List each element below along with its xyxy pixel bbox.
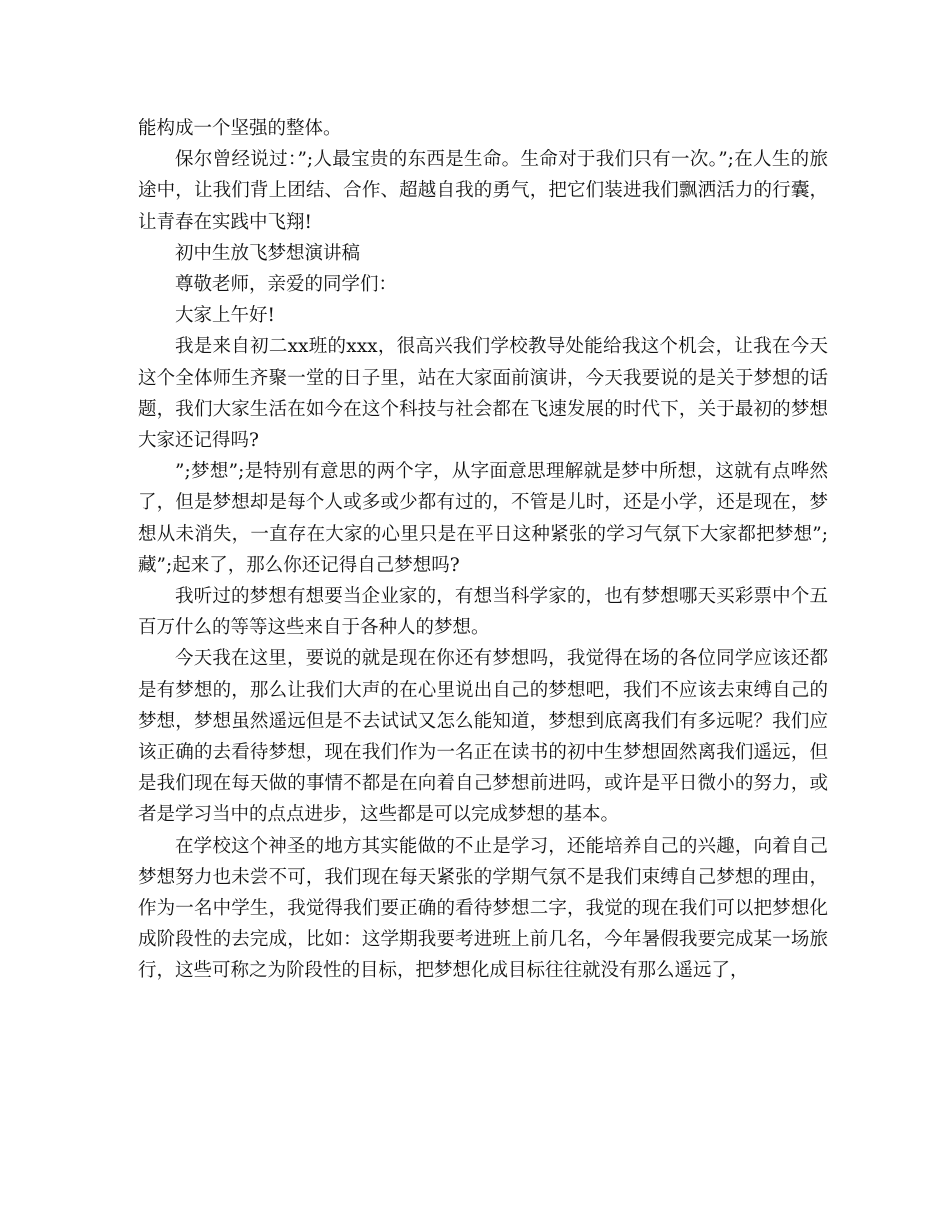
- paragraph-introduction: 我是来自初二xx班的xxx，很高兴我们学校教导处能给我这个机会，让我在今天这个全体师生齐聚一堂的日子里，站在大家面前演讲，今天我要说的是关于梦想的话题，我们大家生活在如今在这个科技与社会都在飞速发展的时代下，关于最初的梦想大家还记得吗?: [138, 336, 828, 452]
- paragraph-heard-dreams: 我听过的梦想有想要当企业家的，有想当科学家的，也有梦想哪天买彩票中个五百万什么的等等这些来自于各种人的梦想。: [138, 586, 828, 639]
- paragraph-continuation: 能构成一个坚强的整体。: [138, 118, 342, 139]
- speech-title: 初中生放飞梦想演讲稿: [175, 242, 361, 264]
- greeting: 大家上午好!: [175, 305, 275, 327]
- document-body: [138, 113, 828, 987]
- salutation: 尊敬老师，亲爱的同学们：: [175, 274, 398, 296]
- paragraph-meaning-of-dream: ”;梦想”;是特别有意思的两个字，从字面意思理解就是梦中所想，这就有点哗然了，但是梦想却是每个人或多或少都有过的，不管是儿时，还是小学，还是现在，梦想从未消失，一直存在大家的心里只是在平日这种紧张的学习气氛下大家都把梦想”;藏”;起来了，那么你还记得自己梦想吗?: [138, 461, 828, 576]
- paragraph-school: 在学校这个神圣的地方其实能做的不止是学习，还能培养自己的兴趣，向着自己梦想努力也未尝不可，我们现在每天紧张的学期气氛不是我们束缚自己梦想的理由，作为一名中学生，我觉得我们要正确的看待梦想二字，我觉的现在我们可以把梦想化成阶段性的去完成，比如：这学期我要考进班上前几名，今年暑假我要完成某一场旅行，这些可称之为阶段性的目标，把梦想化成目标往往就没有那么遥远了，: [138, 835, 828, 982]
- paragraph-today: 今天我在这里，要说的就是现在你还有梦想吗，我觉得在场的各位同学应该还都是有梦想的，那么让我们大声的在心里说出自己的梦想吧，我们不应该去束缚自己的梦想，梦想虽然遥远但是不去试试又怎么能知道，梦想到底离我们有多远呢？我们应该正确的去看待梦想，现在我们作为一名正在读书的初中生梦想固然离我们遥远，但是我们现在每天做的事情不都是在向着自己梦想前进吗，或许是平日微小的努力，或者是学习当中的点点进步，这些都是可以完成梦想的基本。: [138, 648, 828, 826]
- paragraph-quote-paul: 保尔曾经说过：”;人最宝贵的东西是生命。生命对于我们只有一次。”;在人生的旅途中，让我们背上团结、合作、超越自我的勇气，把它们装进我们飘洒活力的行囊，让青春在实践中飞翔!: [138, 149, 828, 233]
